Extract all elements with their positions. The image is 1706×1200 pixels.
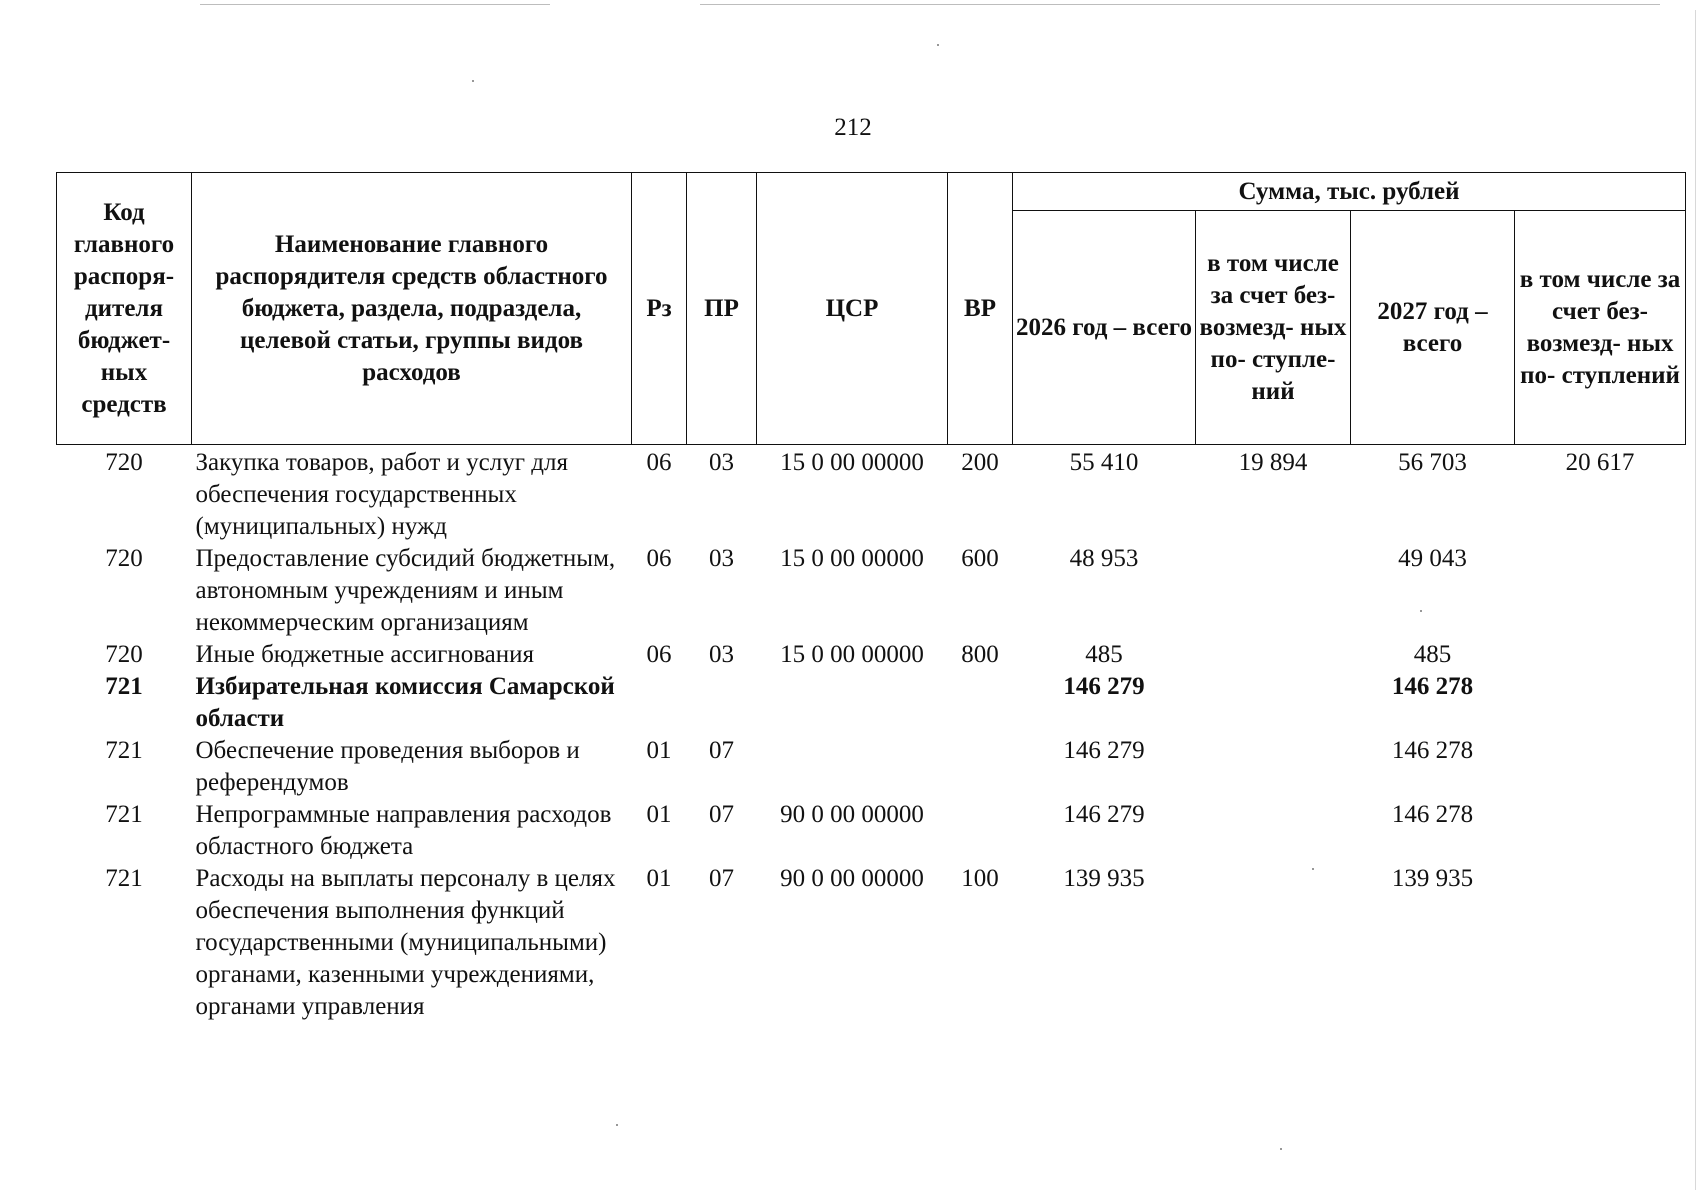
cell-name: Избирательная комиссия Самарской области	[195, 673, 615, 732]
cell-2027-total: 146 278	[1391, 673, 1474, 700]
cell-2027-free: 20 617	[1565, 449, 1635, 476]
scan-rule	[200, 4, 550, 5]
cell-name: Непрограммные направления расходов областного бюджета	[195, 801, 612, 860]
table-row	[57, 671, 1686, 735]
cell-2027-free	[1515, 863, 1686, 1023]
header-2026-free: в том числе за счет без- возмезд- ных по- ступле- ний	[1196, 211, 1351, 445]
cell-2026-total: 55 410	[1069, 449, 1139, 476]
cell-name: Иные бюджетные ассигнования	[195, 641, 535, 668]
cell-2027-total: 56 703	[1398, 449, 1467, 476]
scan-speck	[1420, 610, 1422, 612]
cell-vr	[948, 735, 1013, 799]
cell-2026-total: 139 935	[1063, 865, 1145, 892]
cell-2027-total: 485	[1413, 641, 1452, 668]
cell-vr	[948, 671, 1013, 735]
table-row	[57, 543, 1686, 639]
cell-vr: 800	[961, 641, 999, 668]
cell-vr: 200	[961, 449, 999, 476]
scan-speck	[1280, 1148, 1282, 1150]
cell-2027-total: 139 935	[1391, 865, 1474, 892]
cell-rz: 01	[646, 865, 672, 892]
table-row	[57, 863, 1686, 1023]
header-csr: ЦСР	[757, 173, 948, 445]
cell-code: 721	[105, 865, 143, 892]
cell-code: 721	[105, 737, 143, 764]
cell-pr: 03	[709, 545, 734, 572]
cell-pr: 03	[709, 641, 734, 668]
cell-csr: 90 0 00 00000	[780, 865, 924, 892]
table-row	[57, 735, 1686, 799]
cell-pr: 07	[709, 737, 734, 764]
table-row	[57, 799, 1686, 863]
cell-2027-free	[1515, 543, 1686, 639]
cell-rz	[632, 671, 687, 735]
header-2026-total: 2026 год – всего	[1013, 211, 1196, 445]
cell-rz: 01	[646, 801, 672, 828]
cell-csr	[757, 735, 948, 799]
header-name: Наименование главного распорядителя средств областного бюджета, раздела, подраздела, целевой статьи, группы видов расходов	[192, 173, 632, 445]
cell-code: 721	[105, 673, 143, 700]
cell-rz: 01	[646, 737, 672, 764]
cell-2027-free	[1515, 735, 1686, 799]
header-2027-total: 2027 год – всего	[1351, 211, 1515, 445]
scan-rule	[700, 4, 1660, 5]
cell-rz: 06	[646, 641, 672, 668]
cell-2027-total: 146 278	[1391, 801, 1474, 828]
header-sum-group: Сумма, тыс. рублей	[1013, 173, 1686, 211]
header-rz: Рз	[632, 173, 687, 445]
cell-pr: 07	[709, 865, 734, 892]
cell-2026-free	[1196, 799, 1351, 863]
cell-2027-free	[1515, 671, 1686, 735]
header-code: Код главного распоря- дителя бюджет- ных средств	[57, 173, 192, 445]
cell-vr	[948, 799, 1013, 863]
cell-2027-total: 146 278	[1391, 737, 1474, 764]
page-number: 212	[834, 114, 872, 141]
cell-name: Предоставление субсидий бюджетным, автономным учреждениям и иным некоммерческим организациям	[195, 545, 616, 636]
cell-csr: 15 0 00 00000	[780, 449, 924, 476]
table-body	[57, 445, 1686, 1024]
cell-2026-free	[1196, 543, 1351, 639]
cell-rz: 06	[646, 545, 672, 572]
cell-2026-free	[1196, 863, 1351, 1023]
budget-table	[56, 172, 1686, 1023]
scan-speck	[472, 80, 474, 82]
cell-2026-free: 19 894	[1238, 449, 1308, 476]
cell-2026-total: 485	[1085, 641, 1123, 668]
header-vr: ВР	[948, 173, 1013, 445]
cell-code: 721	[105, 801, 143, 828]
cell-vr: 600	[961, 545, 999, 572]
cell-pr: 03	[709, 449, 734, 476]
scan-speck	[1312, 868, 1314, 870]
page-edge	[1695, 10, 1696, 1190]
cell-2027-total: 49 043	[1398, 545, 1467, 572]
cell-2026-free	[1196, 735, 1351, 799]
cell-pr	[687, 671, 757, 735]
cell-code: 720	[105, 449, 143, 476]
cell-csr: 90 0 00 00000	[780, 801, 924, 828]
table-row	[57, 639, 1686, 671]
cell-2026-total: 146 279	[1063, 737, 1145, 764]
cell-csr	[757, 671, 948, 735]
cell-vr: 100	[961, 865, 999, 892]
cell-code: 720	[105, 641, 143, 668]
cell-name: Расходы на выплаты персоналу в целях обеспечения выполнения функций государственными (муниципальными) органами, казенными учреждениями, органами управления	[195, 865, 616, 1020]
scan-speck	[937, 44, 939, 46]
table-row	[57, 445, 1686, 544]
cell-rz: 06	[646, 449, 672, 476]
table-header	[57, 173, 1686, 445]
cell-pr: 07	[709, 801, 734, 828]
cell-2026-total: 146 279	[1063, 673, 1145, 700]
cell-csr: 15 0 00 00000	[780, 641, 924, 668]
cell-2027-free	[1515, 799, 1686, 863]
cell-2027-free	[1515, 639, 1686, 671]
cell-code: 720	[105, 545, 143, 572]
cell-2026-total: 146 279	[1063, 801, 1145, 828]
cell-csr: 15 0 00 00000	[780, 545, 924, 572]
cell-name: Обеспечение проведения выборов и референдумов	[195, 737, 580, 796]
cell-2026-free	[1196, 671, 1351, 735]
header-pr: ПР	[687, 173, 757, 445]
cell-2026-total: 48 953	[1069, 545, 1139, 572]
cell-2026-free	[1196, 639, 1351, 671]
scan-speck	[616, 1124, 618, 1126]
header-2027-free: в том числе за счет без- возмезд- ных по- ступлений	[1515, 211, 1686, 445]
cell-name: Закупка товаров, работ и услуг для обеспечения государственных (муниципальных) нужд	[195, 449, 568, 540]
